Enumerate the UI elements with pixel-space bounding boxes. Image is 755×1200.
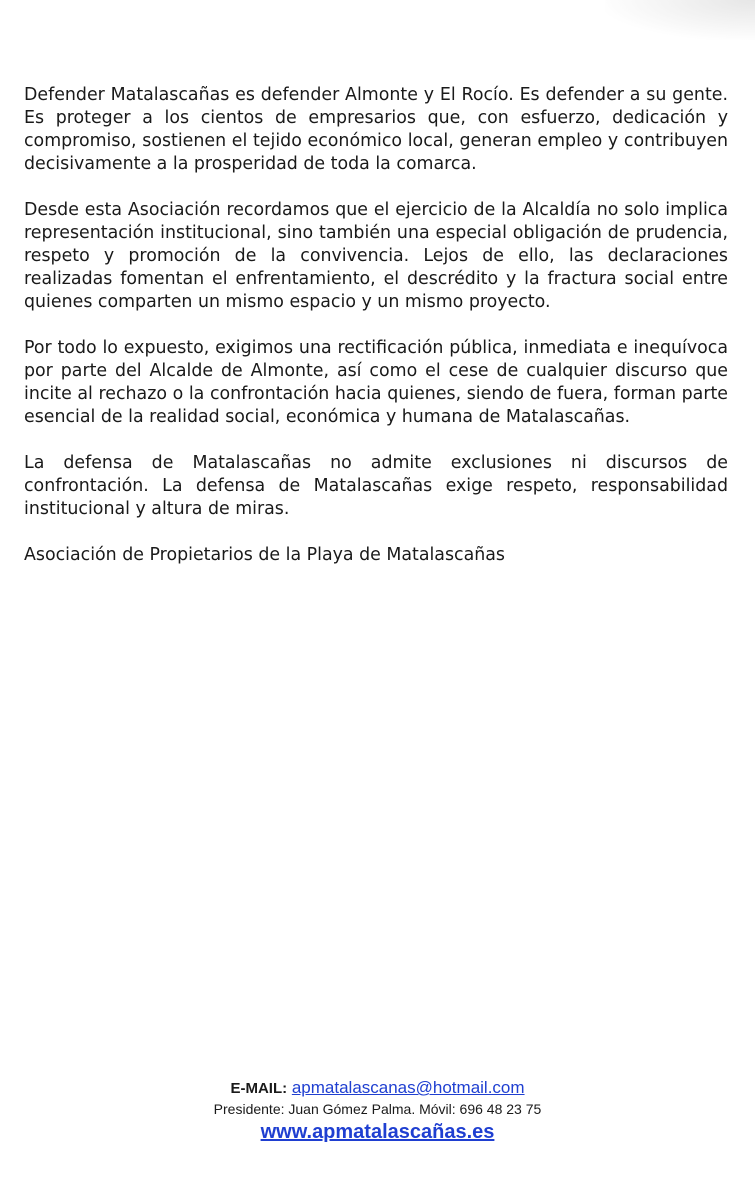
footer-president-contact: Presidente: Juan Gómez Palma. Móvil: 696 48 23 75 <box>213 1101 542 1117</box>
letter-paragraph-2: Desde esta Asociación recordamos que el ejercicio de la Alcaldía no solo implica representación institucional, sino también una especial obligación de prudencia, respeto y promoción de la convivencia. Lejos de ello, las declaraciones realizadas fomentan el enfrentamiento, el descrédito y la fractura social entre quienes comparten un mismo espacio y un mismo proyecto. <box>24 200 728 312</box>
letter-paragraph-1: Defender Matalascañas es defender Almonte y El Rocío. Es defender a su gente. Es proteger a los cientos de empresarios que, con esfuerzo, dedicación y compromiso, sostienen el tejido económico local, generan empleo y contribuyen decisivamente a la prosperidad de toda la comarca. <box>24 85 728 174</box>
footer-email-line <box>0 1077 755 1100</box>
email-label: E-MAIL: <box>230 1080 288 1097</box>
email-link[interactable]: apmatalascanas@hotmail.com <box>291 1078 525 1097</box>
letter-paragraph-3: Por todo lo expuesto, exigimos una rectificación pública, inmediata e inequívoca por parte del Alcalde de Almonte, así como el cese de cualquier discurso que incite al rechazo o la confrontación hacia quienes, siendo de fuera, forman parte esencial de la realidad social, económica y humana de Matalascañas. <box>24 338 728 427</box>
page-corner-shadow <box>605 0 755 40</box>
letterhead-footer <box>0 1077 755 1146</box>
website-link[interactable]: www.apmatalascañas.es <box>260 1121 495 1143</box>
letter-signature: Asociación de Propietarios de la Playa de Matalascañas <box>24 545 505 565</box>
letter-body <box>24 84 728 567</box>
letter-paragraph-4: La defensa de Matalascañas no admite exclusiones ni discursos de confrontación. La defensa de Matalascañas exige respeto, responsabilidad institucional y altura de miras. <box>24 453 728 519</box>
